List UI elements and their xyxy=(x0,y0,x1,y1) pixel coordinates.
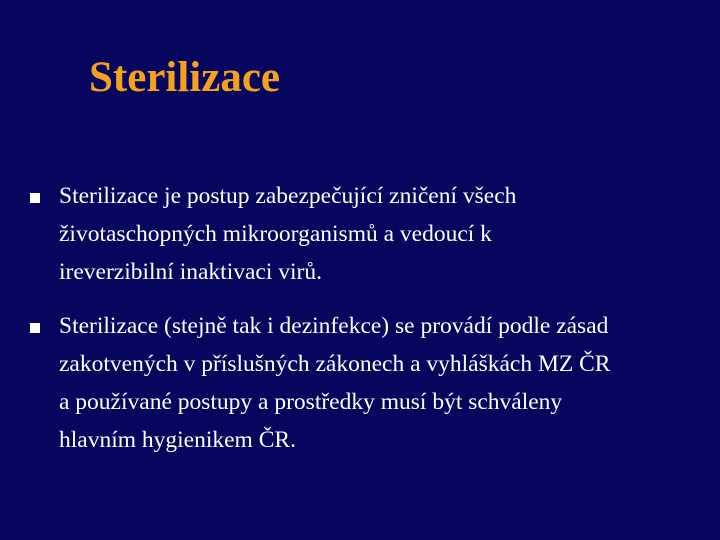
bullet-list xyxy=(30,177,716,475)
bullet-text-line: hlavním hygienikem ČR. xyxy=(59,427,296,453)
bullet-text-line: životaschopných mikroorganismů a vedoucí k xyxy=(59,221,492,247)
bullet-text-line: a používané postupy a prostředky musí být schváleny xyxy=(59,389,563,415)
bullet-text-line: Sterilizace je postup zabezpečující zničení všech xyxy=(59,183,517,209)
slide-title: Sterilizace xyxy=(89,54,281,101)
bullet-text-line: Sterilizace (stejně tak i dezinfekce) se provádí podle zásad xyxy=(59,313,609,339)
bullet-text-line: ireverzibilní inaktivaci virů. xyxy=(59,259,322,285)
bullet-text-line: zakotvených v příslušných zákonech a vyhláškách MZ ČR xyxy=(59,351,611,377)
square-bullet-icon xyxy=(30,193,40,203)
bullet-item-1 xyxy=(30,177,716,291)
square-bullet-icon xyxy=(30,323,40,333)
bullet-item-2 xyxy=(30,307,716,459)
